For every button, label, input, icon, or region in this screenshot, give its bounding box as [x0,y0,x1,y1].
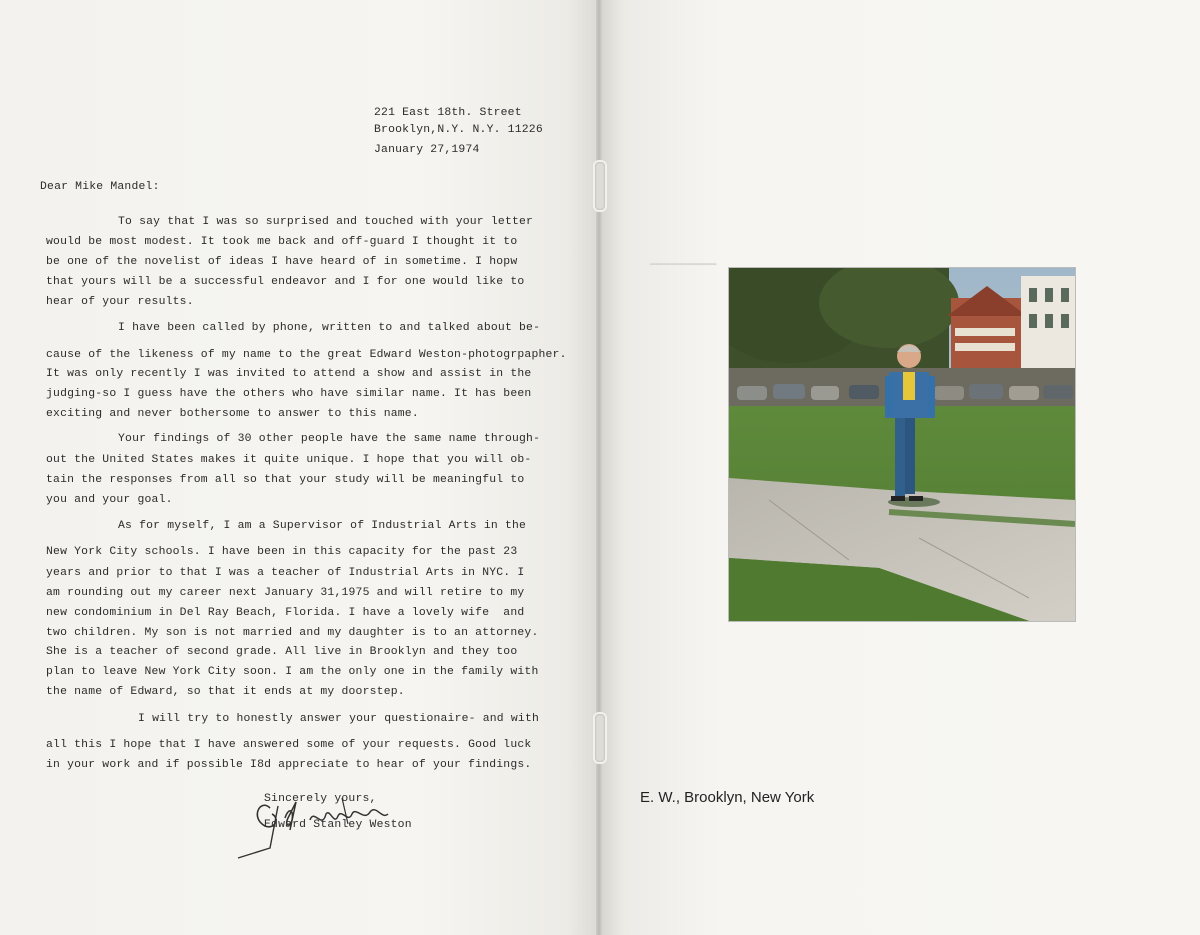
letter-line: in your work and if possible I8d appreciate to hear of your findings. [46,759,532,771]
closing: Sincerely yours, [264,793,377,805]
salutation: Dear Mike Mandel: [40,181,160,193]
letter-line: new condominium in Del Ray Beach, Florida. I have a lovely wife and [46,607,525,619]
letter-line: hear of your results. [46,296,194,308]
letter-date: January 27,1974 [374,144,480,156]
letter-line: To say that I was so surprised and touched with your letter [118,216,534,228]
letter-line: exciting and never bothersome to answer to this name. [46,408,419,420]
bleed-through-shadow: ━━━━━━━━━━ [650,260,717,272]
letter-line: out the United States makes it quite unique. I hope that you will ob- [46,454,532,466]
letter-line: Your findings of 30 other people have the same name through- [118,433,541,445]
letter-line: the name of Edward, so that it ends at my doorstep. [46,686,405,698]
portrait-photo [728,267,1076,622]
letter-line: all this I hope that I have answered some of your requests. Good luck [46,739,532,751]
address-line-2: Brooklyn,N.Y. N.Y. 11226 [374,124,543,136]
letter-line: would be most modest. It took me back and off-guard I thought it to [46,236,518,248]
letter-line: New York City schools. I have been in this capacity for the past 23 [46,546,518,558]
letter-line: two children. My son is not married and my daughter is to an attorney. [46,627,539,639]
letter-line: judging-so I guess have the others who have similar name. It has been [46,388,532,400]
letter-line: years and prior to that I was a teacher of Industrial Arts in NYC. I [46,567,525,579]
letter-line: be one of the novelist of ideas I have heard of in sometime. I hopw [46,256,518,268]
address-line-1: 221 East 18th. Street [374,107,522,119]
staple-top [593,160,607,212]
letter-line: plan to leave New York City soon. I am the only one in the family with [46,666,539,678]
staple-bottom [593,712,607,764]
letter-line: cause of the likeness of my name to the great Edward Weston-photogrpapher. [46,349,567,361]
letter-line: She is a teacher of second grade. All live in Brooklyn and they too [46,646,518,658]
letter-line: As for myself, I am a Supervisor of Industrial Arts in the [118,520,527,532]
letter-line: you and your goal. [46,494,173,506]
letter-line: am rounding out my career next January 31,1975 and will retire to my [46,587,525,599]
letter-line: tain the responses from all so that your study will be meaningful to [46,474,525,486]
photo-caption: E. W., Brooklyn, New York [640,789,815,806]
typed-signature-name: Edward Stanley Weston [264,819,412,831]
book-gutter [596,0,602,935]
handwritten-signature [230,778,430,868]
letter-line: that yours will be a successful endeavor and I for one would like to [46,276,525,288]
letter-line: It was only recently I was invited to attend a show and assist in the [46,368,532,380]
letter-line: I will try to honestly answer your questionaire- and with [138,713,540,725]
letter-line: I have been called by phone, written to and talked about be- [118,322,541,334]
